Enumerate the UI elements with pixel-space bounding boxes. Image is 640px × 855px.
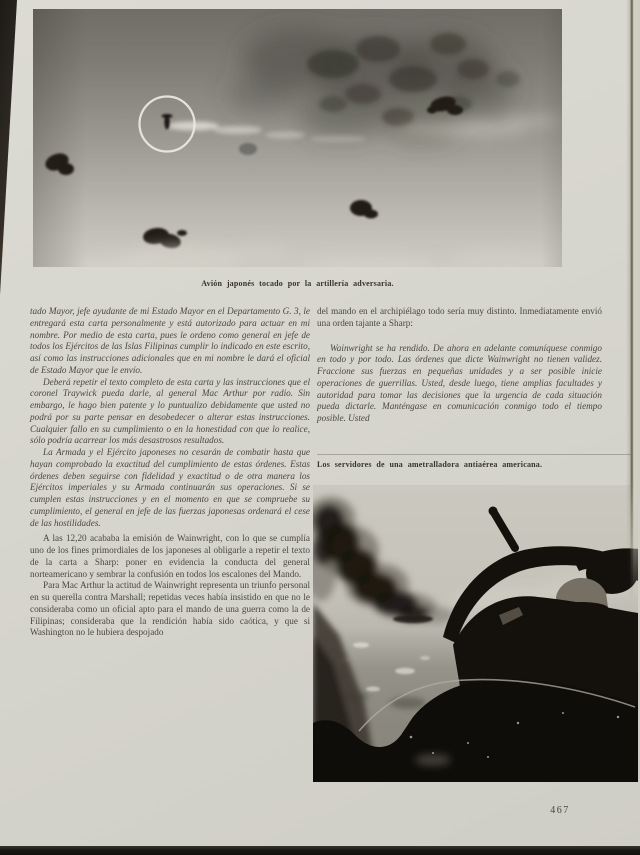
photo-flak-sky [33, 9, 562, 267]
tub-smudge [415, 754, 451, 766]
photo-caption-right: Los servidores de una ametralladora antiaérea americana. [317, 460, 543, 469]
photo-caption-top: Avión japonés tocado por la artillería adversaria. [201, 279, 394, 288]
body-paragraph: A las 12,20 acababa la emisión de Wainwright, con lo que se cumplía uno de los fines primordiales de los japoneses al obligarle a repetir el texto de la carta a Sharp: poner en evidencia la conducta del general norteamericano y sembrar la confusión en todos los escalones del Mando. [30, 533, 310, 579]
gun-muzzle [489, 507, 498, 516]
page-number: 467 [550, 805, 570, 816]
body-paragraph: del mando en el archipiélago todo sería muy distinto. Inmediatamente envió una orden tajante a Sharp: [317, 306, 602, 328]
photo-vignette [33, 9, 562, 267]
body-paragraph: tado Mayor, jefe ayudante de mi Estado Mayor en el Departamento G. 3, le entregará esta carta personalmente y está autorizado para actuar en mi nombre. Por medio de esta carta, pues le ordeno como general en jefe de todos los Ejércitos de las Islas Filipinas cumplir lo indicado en este escrito, así como las instrucciones adicionales que en mi nombre le dará el oficial de Estado Mayor que le envío. [30, 306, 310, 375]
text-column-left [30, 306, 310, 639]
body-paragraph: Para Mac Arthur la actitud de Wainwright representa un triunfo personal en su querella contra Marshall; repetidas veces había insistido en que no le consideraba como un oficial apto para el mando de una guerra como la de Filipinas; consideraba que la rendición había sido caótica, y que si Washington no le hubiera despojado [30, 580, 310, 638]
body-paragraph: La Armada y el Ejército japoneses no cesarán de combatir hasta que hayan comprobado la exactitud del cumplimiento de estas órdenes. Estas órdenes deben seguirse con fidelidad y exactitud o de otra manera los Ejércitos imperiales y su Armada continuarán sus operaciones. Si se cumplen estas instrucciones y en el momento en que se compruebe su cumplimiento, el general en jefe de las fuerzas japonesas ordenará el cese de las hostilidades. [30, 447, 310, 528]
text-column-right [317, 306, 602, 425]
surface-below-page [0, 846, 640, 855]
burning-ship [393, 615, 433, 623]
thin-divider-rule [317, 454, 635, 455]
page-edge [626, 0, 640, 600]
photo-aa-gunners [313, 485, 638, 782]
body-paragraph: Deberá repetir el texto completo de esta carta y las instrucciones que el coronel Traywick pueda darle, al general Mac Arthur por radio. Sin embargo, le hago bien patente y lo puntualizo debidamente que usted no podrá por su parte pensar en desobedecer o alterar estas instrucciones. Cualquier fallo en su cumplimiento o en la honestidad con que lo realice, sólo podría acarrear los más desastrosos resultados. [30, 376, 310, 446]
page-corner-shadow [0, 0, 17, 295]
body-paragraph-quote: Wainwright se ha rendido. De ahora en adelante comuníquese conmigo en todo y por todo. Las órdenes que dicte Wainwright no tienen validez. Fraccione sus fuerzas en pequeñas unidades y a ser posible inicie operaciones de guerrillas. Usted, desde luego, tiene amplias facultades y autoridad para tomar las decisiones que la urgencia de cada situación pueda dictarle. Manténgase en comunicación conmigo todo el tiempo posible. Usted [317, 342, 602, 423]
